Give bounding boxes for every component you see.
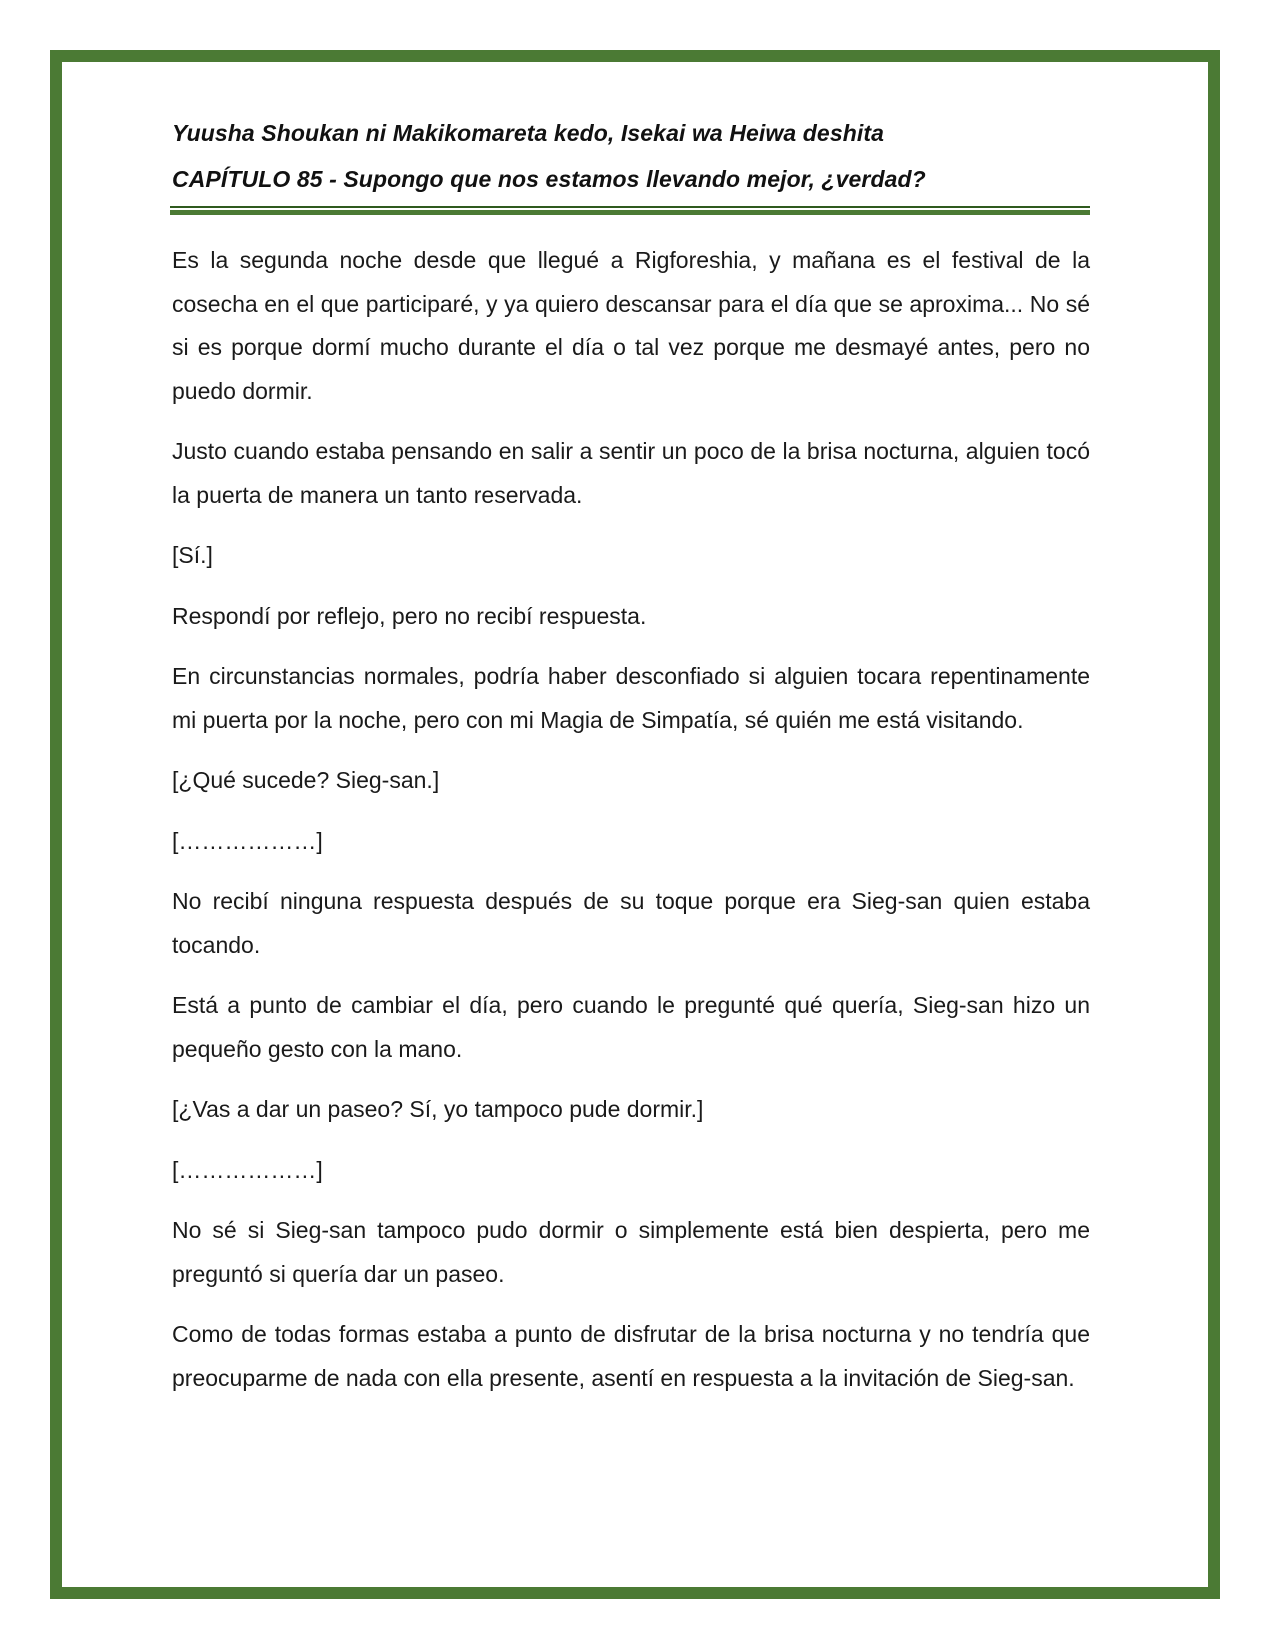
paragraph: Está a punto de cambiar el día, pero cuando le pregunté qué quería, Sieg-san hizo un pequeño gesto con la mano. bbox=[172, 992, 1090, 1062]
paragraph: [¿Qué sucede? Sieg-san.] bbox=[172, 767, 440, 793]
document-content bbox=[172, 110, 1090, 1417]
title-divider-thick bbox=[170, 210, 1090, 215]
paragraph: No recibí ninguna respuesta después de su toque porque era Sieg-san quien estaba tocando. bbox=[172, 888, 1090, 958]
paragraph: Como de todas formas estaba a punto de disfrutar de la brisa nocturna y no tendría que preocuparme de nada con ella presente, asentí en respuesta a la invitación de Sieg-san. bbox=[172, 1321, 1090, 1391]
title-divider-thin bbox=[170, 206, 1090, 208]
paragraph: En circunstancias normales, podría haber desconfiado si alguien tocara repentinamente mi puerta por la noche, pero con mi Magia de Simpatía, sé quién me está visitando. bbox=[172, 663, 1090, 733]
paragraph: [¿Vas a dar un paseo? Sí, yo tampoco pude dormir.] bbox=[172, 1096, 704, 1122]
paragraph: [Sí.] bbox=[172, 542, 213, 568]
paragraph: [………………] bbox=[172, 827, 323, 854]
chapter-title: CAPÍTULO 85 - Supongo que nos estamos llevando mejor, ¿verdad? bbox=[172, 166, 926, 192]
chapter-body bbox=[172, 239, 1090, 1400]
paragraph: Respondí por reflejo, pero no recibí respuesta. bbox=[172, 602, 647, 629]
paragraph: Es la segunda noche desde que llegué a Rigforeshia, y mañana es el festival de la cosecha en el que participaré, y ya quiero descansar para el día que se aproxima... No sé si es porque dormí mucho durante el día o tal vez porque me desmayé antes, pero no puedo dormir. bbox=[172, 247, 1090, 404]
paragraph: Justo cuando estaba pensando en salir a sentir un poco de la brisa nocturna, alguien tocó la puerta de manera un tanto reservada. bbox=[172, 438, 1090, 508]
series-title: Yuusha Shoukan ni Makikomareta kedo, Isekai wa Heiwa deshita bbox=[172, 120, 885, 146]
paragraph: [………………] bbox=[172, 1156, 323, 1183]
paragraph: No sé si Sieg-san tampoco pudo dormir o simplemente está bien despierta, pero me preguntó si quería dar un paseo. bbox=[172, 1217, 1090, 1287]
